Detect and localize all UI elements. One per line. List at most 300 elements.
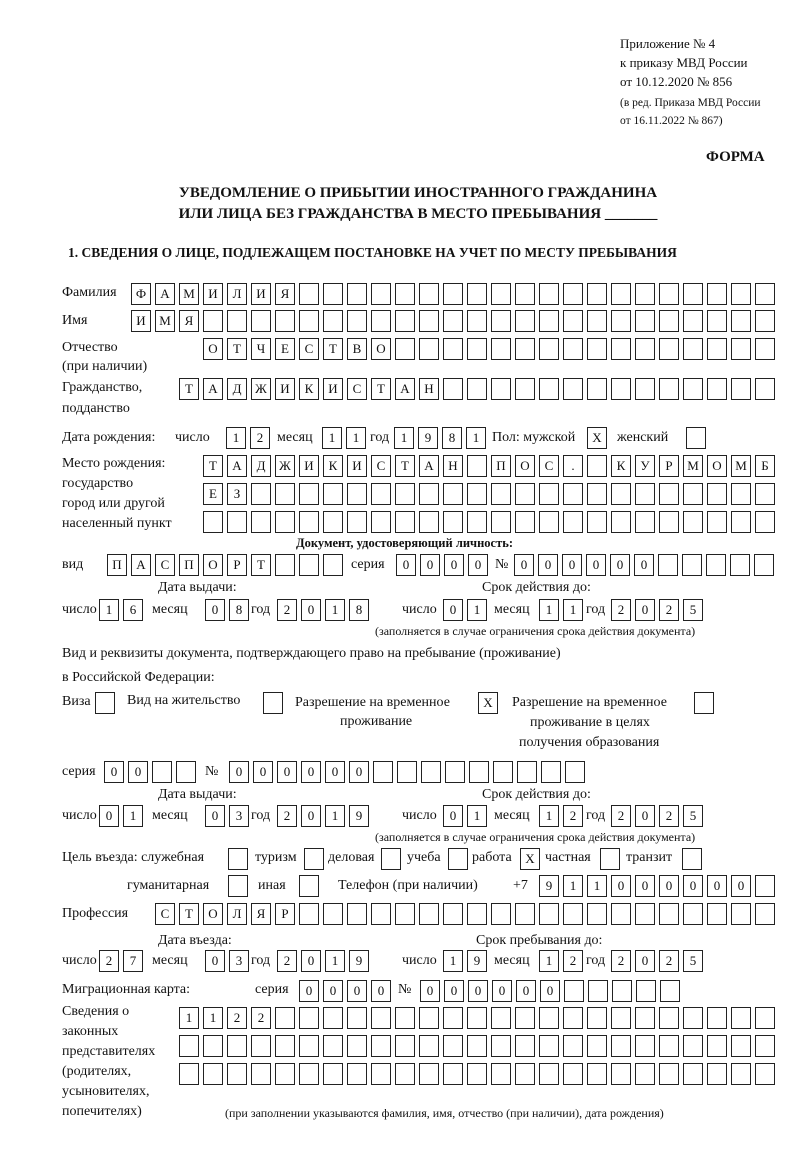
- char-cell[interactable]: [467, 1007, 487, 1029]
- checkbox[interactable]: [263, 692, 283, 714]
- char-cell[interactable]: [659, 1063, 679, 1085]
- char-cell[interactable]: 0: [444, 980, 464, 1002]
- char-cell[interactable]: А: [203, 378, 223, 400]
- char-cell[interactable]: Н: [419, 378, 439, 400]
- char-cell[interactable]: [493, 761, 513, 783]
- char-cell[interactable]: 0: [634, 554, 654, 576]
- char-cell[interactable]: 3: [229, 950, 249, 972]
- char-cell[interactable]: [491, 378, 511, 400]
- char-cell[interactable]: [467, 310, 487, 332]
- char-cell[interactable]: [755, 310, 775, 332]
- char-cell[interactable]: [635, 338, 655, 360]
- char-cell[interactable]: [443, 483, 463, 505]
- char-cell[interactable]: 0: [586, 554, 606, 576]
- char-cell[interactable]: [731, 483, 751, 505]
- char-cell[interactable]: 9: [349, 805, 369, 827]
- char-cell[interactable]: [611, 1035, 631, 1057]
- char-cell[interactable]: [491, 283, 511, 305]
- char-cell[interactable]: Ж: [251, 378, 271, 400]
- char-cell[interactable]: [539, 283, 559, 305]
- char-cell[interactable]: [395, 903, 415, 925]
- char-cell[interactable]: 2: [611, 805, 631, 827]
- char-cell[interactable]: [299, 903, 319, 925]
- char-cell[interactable]: 2: [250, 427, 270, 449]
- char-cell[interactable]: [612, 980, 632, 1002]
- checkbox[interactable]: [228, 848, 248, 870]
- char-cell[interactable]: 5: [683, 950, 703, 972]
- char-cell[interactable]: [611, 1007, 631, 1029]
- char-cell[interactable]: [419, 1035, 439, 1057]
- char-cell[interactable]: [539, 511, 559, 533]
- char-cell[interactable]: [611, 483, 631, 505]
- char-cell[interactable]: 9: [418, 427, 438, 449]
- char-cell[interactable]: [683, 1063, 703, 1085]
- char-cell[interactable]: 7: [123, 950, 143, 972]
- char-cell[interactable]: [371, 903, 391, 925]
- char-cell[interactable]: 1: [99, 599, 119, 621]
- char-cell[interactable]: [443, 310, 463, 332]
- char-cell[interactable]: 1: [563, 875, 583, 897]
- char-cell[interactable]: [587, 455, 607, 477]
- char-cell[interactable]: 0: [301, 805, 321, 827]
- char-cell[interactable]: 1: [539, 805, 559, 827]
- char-cell[interactable]: 0: [299, 980, 319, 1002]
- char-cell[interactable]: И: [299, 455, 319, 477]
- char-cell[interactable]: [659, 1007, 679, 1029]
- char-cell[interactable]: [347, 1063, 367, 1085]
- char-cell[interactable]: Е: [275, 338, 295, 360]
- char-cell[interactable]: [731, 903, 751, 925]
- char-cell[interactable]: [635, 310, 655, 332]
- char-cell[interactable]: [563, 903, 583, 925]
- char-cell[interactable]: 0: [635, 805, 655, 827]
- char-cell[interactable]: [491, 1035, 511, 1057]
- char-cell[interactable]: 1: [466, 427, 486, 449]
- char-cell[interactable]: Т: [395, 455, 415, 477]
- char-cell[interactable]: 0: [347, 980, 367, 1002]
- char-cell[interactable]: [587, 310, 607, 332]
- char-cell[interactable]: [395, 483, 415, 505]
- char-cell[interactable]: [565, 761, 585, 783]
- char-cell[interactable]: 0: [635, 599, 655, 621]
- char-cell[interactable]: 0: [205, 599, 225, 621]
- char-cell[interactable]: [323, 483, 343, 505]
- char-cell[interactable]: Л: [227, 903, 247, 925]
- char-cell[interactable]: [611, 283, 631, 305]
- char-cell[interactable]: [491, 1007, 511, 1029]
- char-cell[interactable]: [515, 903, 535, 925]
- char-cell[interactable]: 1: [587, 875, 607, 897]
- char-cell[interactable]: [707, 283, 727, 305]
- char-cell[interactable]: 2: [227, 1007, 247, 1029]
- char-cell[interactable]: [275, 511, 295, 533]
- char-cell[interactable]: В: [347, 338, 367, 360]
- char-cell[interactable]: [397, 761, 417, 783]
- char-cell[interactable]: [467, 1035, 487, 1057]
- char-cell[interactable]: [563, 1007, 583, 1029]
- char-cell[interactable]: [707, 378, 727, 400]
- char-cell[interactable]: О: [707, 455, 727, 477]
- char-cell[interactable]: 0: [610, 554, 630, 576]
- char-cell[interactable]: [443, 283, 463, 305]
- char-cell[interactable]: М: [155, 310, 175, 332]
- char-cell[interactable]: [203, 1063, 223, 1085]
- char-cell[interactable]: [611, 310, 631, 332]
- char-cell[interactable]: [539, 903, 559, 925]
- char-cell[interactable]: [443, 378, 463, 400]
- checkbox[interactable]: [686, 427, 706, 449]
- char-cell[interactable]: [659, 310, 679, 332]
- char-cell[interactable]: Т: [371, 378, 391, 400]
- char-cell[interactable]: 0: [396, 554, 416, 576]
- char-cell[interactable]: [299, 554, 319, 576]
- char-cell[interactable]: [443, 338, 463, 360]
- char-cell[interactable]: [371, 283, 391, 305]
- char-cell[interactable]: [517, 761, 537, 783]
- char-cell[interactable]: [275, 1007, 295, 1029]
- char-cell[interactable]: [203, 310, 223, 332]
- char-cell[interactable]: 2: [251, 1007, 271, 1029]
- char-cell[interactable]: [395, 1007, 415, 1029]
- char-cell[interactable]: [659, 338, 679, 360]
- char-cell[interactable]: А: [395, 378, 415, 400]
- char-cell[interactable]: [299, 310, 319, 332]
- char-cell[interactable]: [611, 903, 631, 925]
- char-cell[interactable]: [371, 483, 391, 505]
- char-cell[interactable]: [323, 554, 343, 576]
- char-cell[interactable]: [563, 483, 583, 505]
- char-cell[interactable]: [563, 378, 583, 400]
- char-cell[interactable]: [515, 1007, 535, 1029]
- char-cell[interactable]: [707, 310, 727, 332]
- char-cell[interactable]: С: [371, 455, 391, 477]
- char-cell[interactable]: [515, 283, 535, 305]
- char-cell[interactable]: [491, 1063, 511, 1085]
- char-cell[interactable]: [635, 1035, 655, 1057]
- char-cell[interactable]: [419, 1007, 439, 1029]
- char-cell[interactable]: [563, 1035, 583, 1057]
- char-cell[interactable]: [395, 1063, 415, 1085]
- char-cell[interactable]: А: [131, 554, 151, 576]
- char-cell[interactable]: [731, 283, 751, 305]
- char-cell[interactable]: [707, 511, 727, 533]
- char-cell[interactable]: 3: [229, 805, 249, 827]
- char-cell[interactable]: [755, 511, 775, 533]
- char-cell[interactable]: [443, 1007, 463, 1029]
- char-cell[interactable]: 0: [325, 761, 345, 783]
- char-cell[interactable]: Я: [251, 903, 271, 925]
- char-cell[interactable]: С: [155, 903, 175, 925]
- char-cell[interactable]: [563, 283, 583, 305]
- char-cell[interactable]: 0: [420, 980, 440, 1002]
- char-cell[interactable]: [179, 1063, 199, 1085]
- char-cell[interactable]: [347, 511, 367, 533]
- char-cell[interactable]: 1: [539, 599, 559, 621]
- char-cell[interactable]: 5: [683, 805, 703, 827]
- char-cell[interactable]: [635, 283, 655, 305]
- char-cell[interactable]: К: [299, 378, 319, 400]
- char-cell[interactable]: [564, 980, 584, 1002]
- char-cell[interactable]: [539, 310, 559, 332]
- char-cell[interactable]: [563, 511, 583, 533]
- char-cell[interactable]: М: [683, 455, 703, 477]
- char-cell[interactable]: [299, 1035, 319, 1057]
- char-cell[interactable]: [371, 1035, 391, 1057]
- char-cell[interactable]: [635, 1063, 655, 1085]
- char-cell[interactable]: У: [635, 455, 655, 477]
- char-cell[interactable]: [588, 980, 608, 1002]
- char-cell[interactable]: З: [227, 483, 247, 505]
- char-cell[interactable]: 2: [659, 950, 679, 972]
- char-cell[interactable]: [755, 875, 775, 897]
- char-cell[interactable]: [659, 378, 679, 400]
- char-cell[interactable]: [587, 483, 607, 505]
- char-cell[interactable]: [419, 310, 439, 332]
- char-cell[interactable]: [563, 338, 583, 360]
- char-cell[interactable]: [347, 903, 367, 925]
- char-cell[interactable]: [539, 378, 559, 400]
- char-cell[interactable]: [419, 1063, 439, 1085]
- char-cell[interactable]: [731, 1007, 751, 1029]
- char-cell[interactable]: 1: [346, 427, 366, 449]
- char-cell[interactable]: [755, 283, 775, 305]
- char-cell[interactable]: 1: [325, 805, 345, 827]
- char-cell[interactable]: 0: [420, 554, 440, 576]
- char-cell[interactable]: [611, 511, 631, 533]
- char-cell[interactable]: 8: [349, 599, 369, 621]
- char-cell[interactable]: А: [227, 455, 247, 477]
- char-cell[interactable]: 0: [443, 805, 463, 827]
- char-cell[interactable]: [469, 761, 489, 783]
- char-cell[interactable]: [323, 903, 343, 925]
- char-cell[interactable]: [683, 1035, 703, 1057]
- char-cell[interactable]: [491, 338, 511, 360]
- char-cell[interactable]: 0: [443, 599, 463, 621]
- char-cell[interactable]: [323, 1035, 343, 1057]
- char-cell[interactable]: [491, 310, 511, 332]
- checkbox[interactable]: [304, 848, 324, 870]
- char-cell[interactable]: [635, 378, 655, 400]
- char-cell[interactable]: [443, 511, 463, 533]
- char-cell[interactable]: Р: [227, 554, 247, 576]
- char-cell[interactable]: [539, 483, 559, 505]
- char-cell[interactable]: 0: [468, 554, 488, 576]
- char-cell[interactable]: 2: [277, 950, 297, 972]
- char-cell[interactable]: [754, 554, 774, 576]
- char-cell[interactable]: 2: [277, 599, 297, 621]
- char-cell[interactable]: [515, 338, 535, 360]
- char-cell[interactable]: 0: [611, 875, 631, 897]
- char-cell[interactable]: [299, 511, 319, 533]
- char-cell[interactable]: М: [179, 283, 199, 305]
- char-cell[interactable]: [707, 1007, 727, 1029]
- char-cell[interactable]: [731, 1063, 751, 1085]
- char-cell[interactable]: [491, 483, 511, 505]
- char-cell[interactable]: [515, 310, 535, 332]
- char-cell[interactable]: Я: [179, 310, 199, 332]
- char-cell[interactable]: 0: [514, 554, 534, 576]
- char-cell[interactable]: [299, 483, 319, 505]
- char-cell[interactable]: [347, 1007, 367, 1029]
- char-cell[interactable]: [658, 554, 678, 576]
- char-cell[interactable]: 1: [539, 950, 559, 972]
- char-cell[interactable]: [419, 283, 439, 305]
- char-cell[interactable]: [635, 483, 655, 505]
- char-cell[interactable]: [275, 554, 295, 576]
- char-cell[interactable]: [730, 554, 750, 576]
- char-cell[interactable]: [299, 283, 319, 305]
- char-cell[interactable]: [443, 903, 463, 925]
- char-cell[interactable]: О: [203, 554, 223, 576]
- char-cell[interactable]: П: [179, 554, 199, 576]
- char-cell[interactable]: [176, 761, 196, 783]
- char-cell[interactable]: [611, 378, 631, 400]
- char-cell[interactable]: [683, 283, 703, 305]
- char-cell[interactable]: [539, 1063, 559, 1085]
- char-cell[interactable]: [563, 1063, 583, 1085]
- char-cell[interactable]: 2: [659, 599, 679, 621]
- char-cell[interactable]: Д: [251, 455, 271, 477]
- char-cell[interactable]: [347, 1035, 367, 1057]
- char-cell[interactable]: [275, 310, 295, 332]
- char-cell[interactable]: [611, 338, 631, 360]
- char-cell[interactable]: [707, 903, 727, 925]
- checkbox[interactable]: X: [478, 692, 498, 714]
- char-cell[interactable]: [563, 310, 583, 332]
- checkbox[interactable]: [228, 875, 248, 897]
- char-cell[interactable]: [683, 338, 703, 360]
- char-cell[interactable]: [587, 511, 607, 533]
- char-cell[interactable]: [323, 1063, 343, 1085]
- char-cell[interactable]: 0: [301, 761, 321, 783]
- char-cell[interactable]: Т: [227, 338, 247, 360]
- char-cell[interactable]: Р: [275, 903, 295, 925]
- char-cell[interactable]: 1: [467, 805, 487, 827]
- char-cell[interactable]: [275, 483, 295, 505]
- char-cell[interactable]: 6: [123, 599, 143, 621]
- char-cell[interactable]: 0: [707, 875, 727, 897]
- char-cell[interactable]: [203, 511, 223, 533]
- char-cell[interactable]: 2: [611, 950, 631, 972]
- char-cell[interactable]: [587, 1035, 607, 1057]
- char-cell[interactable]: [587, 338, 607, 360]
- char-cell[interactable]: [251, 483, 271, 505]
- char-cell[interactable]: С: [347, 378, 367, 400]
- char-cell[interactable]: 1: [443, 950, 463, 972]
- char-cell[interactable]: 1: [325, 950, 345, 972]
- checkbox[interactable]: [694, 692, 714, 714]
- char-cell[interactable]: И: [275, 378, 295, 400]
- char-cell[interactable]: [251, 1063, 271, 1085]
- char-cell[interactable]: Е: [203, 483, 223, 505]
- char-cell[interactable]: 0: [205, 805, 225, 827]
- char-cell[interactable]: 0: [128, 761, 148, 783]
- char-cell[interactable]: [371, 511, 391, 533]
- char-cell[interactable]: [323, 511, 343, 533]
- char-cell[interactable]: [755, 903, 775, 925]
- char-cell[interactable]: О: [203, 903, 223, 925]
- char-cell[interactable]: 2: [659, 805, 679, 827]
- char-cell[interactable]: [371, 310, 391, 332]
- char-cell[interactable]: [635, 1007, 655, 1029]
- char-cell[interactable]: А: [419, 455, 439, 477]
- char-cell[interactable]: 0: [253, 761, 273, 783]
- char-cell[interactable]: [587, 1063, 607, 1085]
- char-cell[interactable]: [707, 1035, 727, 1057]
- char-cell[interactable]: [227, 511, 247, 533]
- char-cell[interactable]: Л: [227, 283, 247, 305]
- char-cell[interactable]: 0: [468, 980, 488, 1002]
- char-cell[interactable]: 1: [179, 1007, 199, 1029]
- char-cell[interactable]: 1: [394, 427, 414, 449]
- char-cell[interactable]: [541, 761, 561, 783]
- char-cell[interactable]: 0: [104, 761, 124, 783]
- char-cell[interactable]: П: [491, 455, 511, 477]
- char-cell[interactable]: С: [539, 455, 559, 477]
- char-cell[interactable]: 0: [349, 761, 369, 783]
- checkbox[interactable]: X: [520, 848, 540, 870]
- char-cell[interactable]: [491, 511, 511, 533]
- char-cell[interactable]: [467, 511, 487, 533]
- char-cell[interactable]: [179, 1035, 199, 1057]
- char-cell[interactable]: [419, 903, 439, 925]
- char-cell[interactable]: 0: [205, 950, 225, 972]
- char-cell[interactable]: И: [131, 310, 151, 332]
- char-cell[interactable]: [635, 511, 655, 533]
- char-cell[interactable]: 0: [731, 875, 751, 897]
- char-cell[interactable]: [755, 378, 775, 400]
- char-cell[interactable]: 1: [563, 599, 583, 621]
- char-cell[interactable]: 9: [349, 950, 369, 972]
- char-cell[interactable]: 0: [99, 805, 119, 827]
- char-cell[interactable]: [467, 483, 487, 505]
- char-cell[interactable]: [539, 1035, 559, 1057]
- char-cell[interactable]: [755, 483, 775, 505]
- char-cell[interactable]: [371, 1063, 391, 1085]
- checkbox[interactable]: [448, 848, 468, 870]
- char-cell[interactable]: [539, 338, 559, 360]
- char-cell[interactable]: [443, 1063, 463, 1085]
- checkbox[interactable]: [600, 848, 620, 870]
- char-cell[interactable]: [419, 338, 439, 360]
- char-cell[interactable]: [731, 310, 751, 332]
- char-cell[interactable]: [323, 283, 343, 305]
- char-cell[interactable]: [347, 483, 367, 505]
- char-cell[interactable]: 8: [229, 599, 249, 621]
- char-cell[interactable]: [587, 283, 607, 305]
- char-cell[interactable]: [467, 378, 487, 400]
- char-cell[interactable]: [152, 761, 172, 783]
- char-cell[interactable]: 9: [539, 875, 559, 897]
- char-cell[interactable]: [755, 1063, 775, 1085]
- char-cell[interactable]: К: [323, 455, 343, 477]
- char-cell[interactable]: [421, 761, 441, 783]
- char-cell[interactable]: 0: [229, 761, 249, 783]
- char-cell[interactable]: С: [299, 338, 319, 360]
- char-cell[interactable]: 0: [301, 950, 321, 972]
- char-cell[interactable]: 0: [562, 554, 582, 576]
- char-cell[interactable]: Ч: [251, 338, 271, 360]
- char-cell[interactable]: С: [155, 554, 175, 576]
- char-cell[interactable]: 2: [277, 805, 297, 827]
- char-cell[interactable]: .: [563, 455, 583, 477]
- char-cell[interactable]: 9: [467, 950, 487, 972]
- char-cell[interactable]: Б: [755, 455, 775, 477]
- char-cell[interactable]: [683, 378, 703, 400]
- char-cell[interactable]: [659, 483, 679, 505]
- char-cell[interactable]: Т: [203, 455, 223, 477]
- char-cell[interactable]: [755, 1035, 775, 1057]
